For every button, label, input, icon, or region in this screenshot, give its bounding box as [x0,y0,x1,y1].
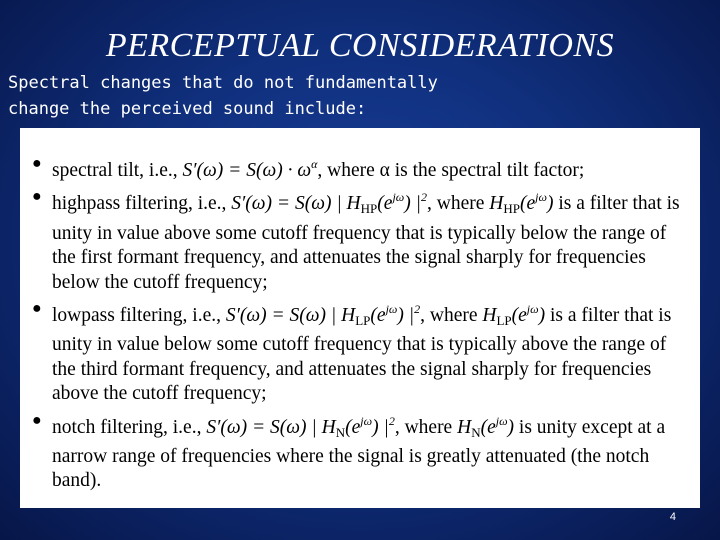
equation: S′(ω) = S(ω) | $H_{LP}(e^{j\omega})$ $|^2$ [225,302,421,329]
slide-title: PERCEPTUAL CONSIDERATIONS [105,27,615,64]
where-text: , where [394,416,453,438]
bullet-list [32,152,688,494]
page-number: 4 [669,511,676,523]
content-panel [20,128,700,508]
bullet-spectral-tilt [32,152,688,183]
bullet-text: is unity except at a narrow range of frequencies where the signal is greatly attenuated (the notch band). [52,416,666,492]
bullet-label: notch filtering, i.e., [52,416,202,438]
bullet-highpass [32,185,688,295]
bullet-text: is a filter that is unity in value above some cutoff frequency that is typically below the range of the first formant frequency, and attenuates the signal sharply for frequencies below the cutoff frequency; [52,193,680,293]
intro-line: change the perceived sound include: [8,99,367,119]
equation: S′(ω) = S(ω) | $H_N(e^{j\omega})$ $|^2$ [206,413,395,440]
intro-line: Spectral changes that do not fundamentally [8,73,438,93]
exponent: α [311,157,318,171]
filter-symbol: $H_N(e^{j\omega})$ [457,413,515,440]
bullet-text: is a filter that is unity in value below some cutoff frequency that is typically above the range of the third formant frequency, and attenuates the signal sharply for frequencies above the cutoff frequency; [52,305,672,405]
bullet-dot-icon: ● [32,300,42,318]
bullet-text: , where α is the spectral tilt factor; [317,160,585,181]
bullet-dot-icon: ● [32,155,42,172]
bullet-dot-icon: ● [32,411,42,429]
bullet-notch [32,409,688,494]
equation: S′(ω) = S(ω) | $H_{HP}(e^{j\omega})$ $|^2$ [231,190,427,217]
bullet-label: spectral tilt, i.e., [52,160,178,181]
equation: S′(ω) = S(ω) · ω [182,160,312,181]
bullet-label: highpass filtering, i.e., [52,193,227,215]
bullet-lowpass [32,297,688,407]
filter-symbol: $H_{LP}(e^{j\omega})$ [482,302,546,329]
filter-symbol: $H_{HP}(e^{j\omega})$ [489,190,554,217]
intro-text [8,70,708,122]
bullet-dot-icon: ● [32,188,42,206]
bullet-label: lowpass filtering, i.e., [52,305,221,327]
where-text: , where [420,305,478,327]
where-text: , where [426,193,485,215]
